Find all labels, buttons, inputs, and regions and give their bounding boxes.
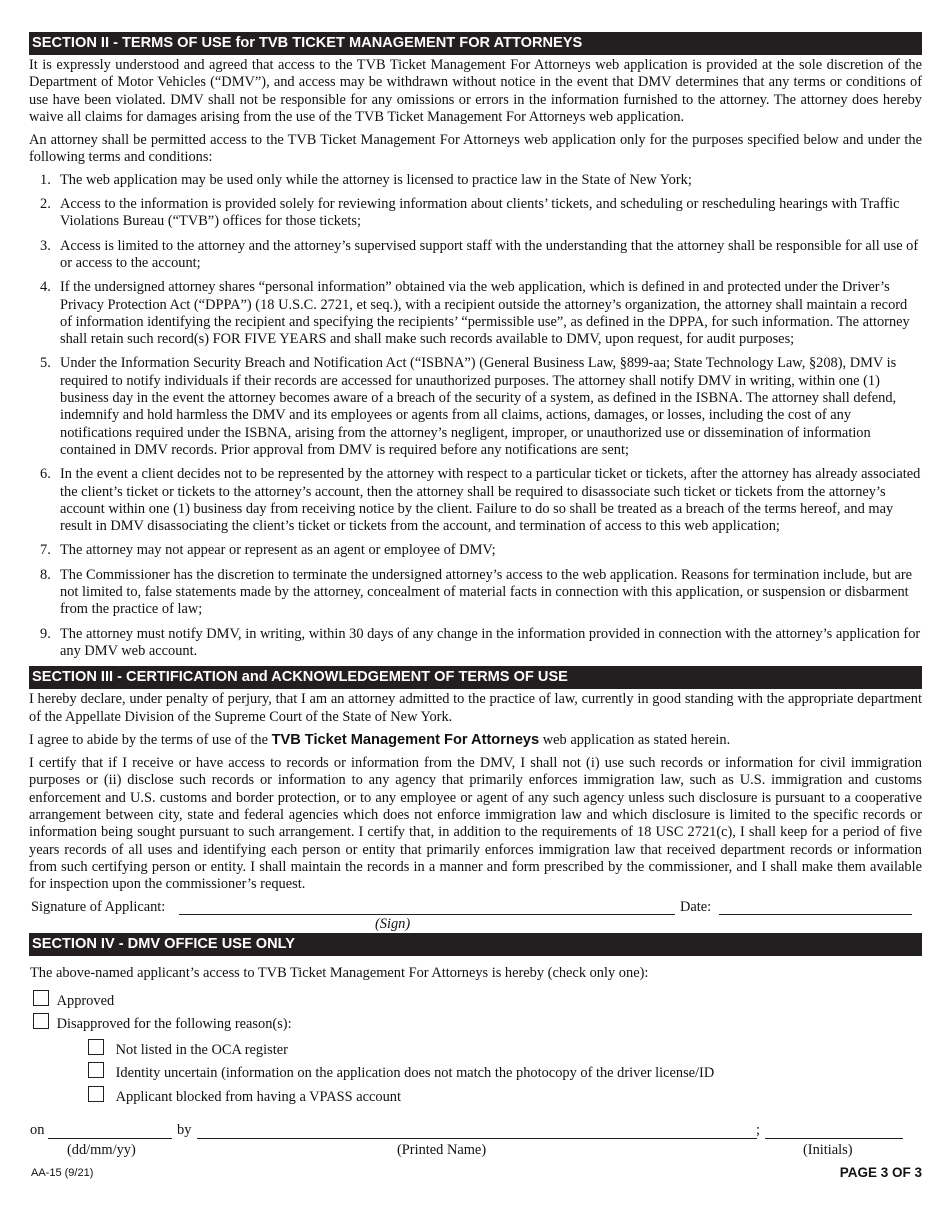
semicolon: ; <box>756 1122 760 1139</box>
section-3-paragraph-1: I hereby declare, under penalty of perjury, that I am an attorney admitted to the practice of law, currently in good standing with the appropriate department of the Appellate Division of the Supreme Court of the State of New York. <box>29 691 922 725</box>
form-id: AA-15 (9/21) <box>31 1167 94 1180</box>
decision-date-field[interactable] <box>48 1138 172 1139</box>
initials-field[interactable] <box>765 1138 903 1139</box>
section-3-paragraph-3: I certify that if I receive or have access to records or information from the DMV, I shall not (i) use such records or information for civil immigration purposes or (ii) disclose such records or information to any agency that primarily enforces immigration law, such as U.S. immigration and customs enforcement and U.S. customs and border protection, or to any employee or agent of any such agency unless such disclosure is pursuant to a cooperative arrangement between city, state and federal agencies which does not enforce immigration law and which disclosure is limited to the specific records or information being sought pursuant to such arrangement. I certify that, in addition to the requirements of 18 USC 2721(c), I shall keep for a period of five years records of all uses and identifying each person or entity that primarily enforces immigration law that received department records or information from such certifying person or entity. I shall maintain the records in a manner and form prescribed by the commissioner, and I shall make them available for inspection upon the commissioner’s request. <box>29 755 922 893</box>
item-text: In the event a client decides not to be represented by the attorney with respect to a particular ticket or tickets, after the attorney has already associated the client’s ticket or tickets to the attorney’s account, then the attorney shall be required to disassociate such ticket or tickets from the attorney’s account within one (1) business day from receiving notice by the client. Failure to do so shall be treated as a breach of the terms hereof, and may result in DMV disassociating the client’s ticket or tickets from the account, and termination of access to this web application; <box>60 466 921 535</box>
item-text: The attorney may not appear or represent as an agent or employee of DMV; <box>60 542 496 559</box>
signature-field[interactable] <box>179 914 675 915</box>
approved-option[interactable] <box>33 990 114 1010</box>
terms-item <box>29 567 922 619</box>
form-page <box>29 32 922 1201</box>
terms-item <box>29 466 922 535</box>
reason-option[interactable] <box>88 1086 401 1106</box>
reason-label: Identity uncertain (information on the application does not match the photocopy of the driver license/ID <box>115 1065 715 1082</box>
terms-list <box>29 172 922 660</box>
disapproved-label: Disapproved for the following reason(s): <box>56 1016 292 1033</box>
office-use-block <box>29 956 922 1201</box>
section-3-paragraph-2 <box>29 732 922 749</box>
item-number: 2. <box>40 196 51 213</box>
text-run: I agree to abide by the terms of use of the <box>29 731 272 748</box>
item-text: If the undersigned attorney shares “personal information” obtained via the web application, which is defined in and protected under the Driver’s Privacy Protection Act (“DPPA”) (18 U.S.C. 2721, et seq.), with a recipient outside the attorney’s organization, the attorney shall maintain a record of information identifying the recipient and specifying the recipients’ “permissible use”, as defined in the DPPA, for such information. The attorney shall retain such record(s) FOR FIVE YEARS and shall make such records available to DMV, upon request, for audit purposes; <box>60 279 910 348</box>
section-4-intro: The above-named applicant’s access to TVB Ticket Management For Attorneys is hereby (check only one): <box>30 965 649 982</box>
item-number: 7. <box>40 542 51 559</box>
date-field[interactable] <box>719 914 912 915</box>
reason-label: Not listed in the OCA register <box>115 1042 288 1059</box>
item-text: The Commissioner has the discretion to terminate the undersigned attorney’s access to the web application. Reasons for termination include, but are not limited to, false statements made by the attorney, concealment of material facts in connection with this application, or suspension or disbarment from the practice of law; <box>60 566 913 618</box>
page-number: PAGE 3 OF 3 <box>839 1165 922 1181</box>
reason-label: Applicant blocked from having a VPASS account <box>115 1089 401 1106</box>
disapproved-checkbox[interactable] <box>33 1013 49 1029</box>
by-label: by <box>177 1122 192 1139</box>
text-run: web application as stated herein. <box>539 731 731 748</box>
terms-item <box>29 279 922 348</box>
approved-checkbox[interactable] <box>33 990 49 1006</box>
item-text: The attorney must notify DMV, in writing, within 30 days of any change in the information provided in connection with the attorney’s application for any DMV web account. <box>60 625 921 659</box>
disapproved-option[interactable] <box>33 1013 292 1033</box>
reason-checkbox[interactable] <box>88 1086 104 1102</box>
printed-name-hint: (Printed Name) <box>397 1142 487 1159</box>
item-text: The web application may be used only while the attorney is licensed to practice law in the State of New York; <box>60 171 692 188</box>
section-2-heading: SECTION II - TERMS OF USE for TVB TICKET MANAGEMENT FOR ATTORNEYS <box>29 32 922 55</box>
reason-option[interactable] <box>88 1039 288 1059</box>
date-format-hint: (dd/mm/yy) <box>67 1142 136 1159</box>
reason-option[interactable] <box>88 1062 714 1082</box>
terms-item <box>29 542 922 559</box>
item-number: 6. <box>40 466 51 483</box>
item-number: 3. <box>40 237 51 254</box>
item-number: 4. <box>40 279 51 296</box>
section-2-paragraph-1: It is expressly understood and agreed that access to the TVB Ticket Management For Attorneys web application is provided at the sole discretion of the Department of Motor Vehicles (“DMV”), and access may be withdrawn without notice in the event that DMV determines that any terms or conditions of use have been violated. DMV shall not be responsible for any omissions or errors in the information furnished to the attorney. The attorney does hereby waive all claims for damages arising from the use of the TVB Ticket Management For Attorneys web application. <box>29 57 922 125</box>
section-4-heading: SECTION IV - DMV OFFICE USE ONLY <box>29 933 922 956</box>
item-text: Under the Information Security Breach and Notification Act (“ISBNA”) (General Business Law, §899-aa; State Technology Law, §208), DMV is required to notify individuals if their records are accessed for unauthorized purposes. The attorney shall notify DMV in writing, within one (1) business day in the event the attorney becomes aware of a breach of the security of a system, as defined in the ISBNA. The attorney shall defend, indemnify and hold harmless the DMV and its employees or agents from all claims, actions, damages, or losses, including the cost of any notifications required under the ISBNA, arising from the attorney’s negligent, improper, or unauthorized use or dissemination of information contained in DMV records. Prior approval from DMV is required before any notifications are sent; <box>60 355 897 458</box>
date-label: Date: <box>680 899 712 916</box>
terms-item <box>29 626 922 661</box>
initials-hint: (Initials) <box>803 1142 853 1159</box>
application-name: TVB Ticket Management For Attorneys <box>271 731 540 748</box>
item-text: Access to the information is provided solely for reviewing information about clients’ tickets, and scheduling or rescheduling hearings with Traffic Violations Bureau (“TVB”) offices for those tickets; <box>60 196 900 230</box>
terms-item <box>29 238 922 273</box>
terms-item <box>29 196 922 231</box>
item-number: 8. <box>40 566 51 583</box>
item-number: 9. <box>40 625 51 642</box>
reason-checkbox[interactable] <box>88 1039 104 1055</box>
signature-label: Signature of Applicant: <box>31 899 166 916</box>
item-number: 1. <box>40 171 51 188</box>
on-label: on <box>30 1122 45 1139</box>
section-3-heading: SECTION III - CERTIFICATION and ACKNOWLEDGEMENT OF TERMS OF USE <box>29 666 922 689</box>
reason-checkbox[interactable] <box>88 1062 104 1078</box>
section-2-paragraph-2: An attorney shall be permitted access to the TVB Ticket Management For Attorneys web application only for the purposes specified below and under the following terms and conditions: <box>29 132 922 166</box>
signature-row <box>29 897 922 931</box>
sign-hint: (Sign) <box>375 916 411 933</box>
item-text: Access is limited to the attorney and the attorney’s supervised support staff with the understanding that the attorney shall be responsible for all use of or access to the account; <box>60 237 919 271</box>
terms-item <box>29 355 922 459</box>
terms-item <box>29 172 922 189</box>
printed-name-field[interactable] <box>197 1138 757 1139</box>
item-number: 5. <box>40 355 51 372</box>
approved-label: Approved <box>56 993 115 1010</box>
